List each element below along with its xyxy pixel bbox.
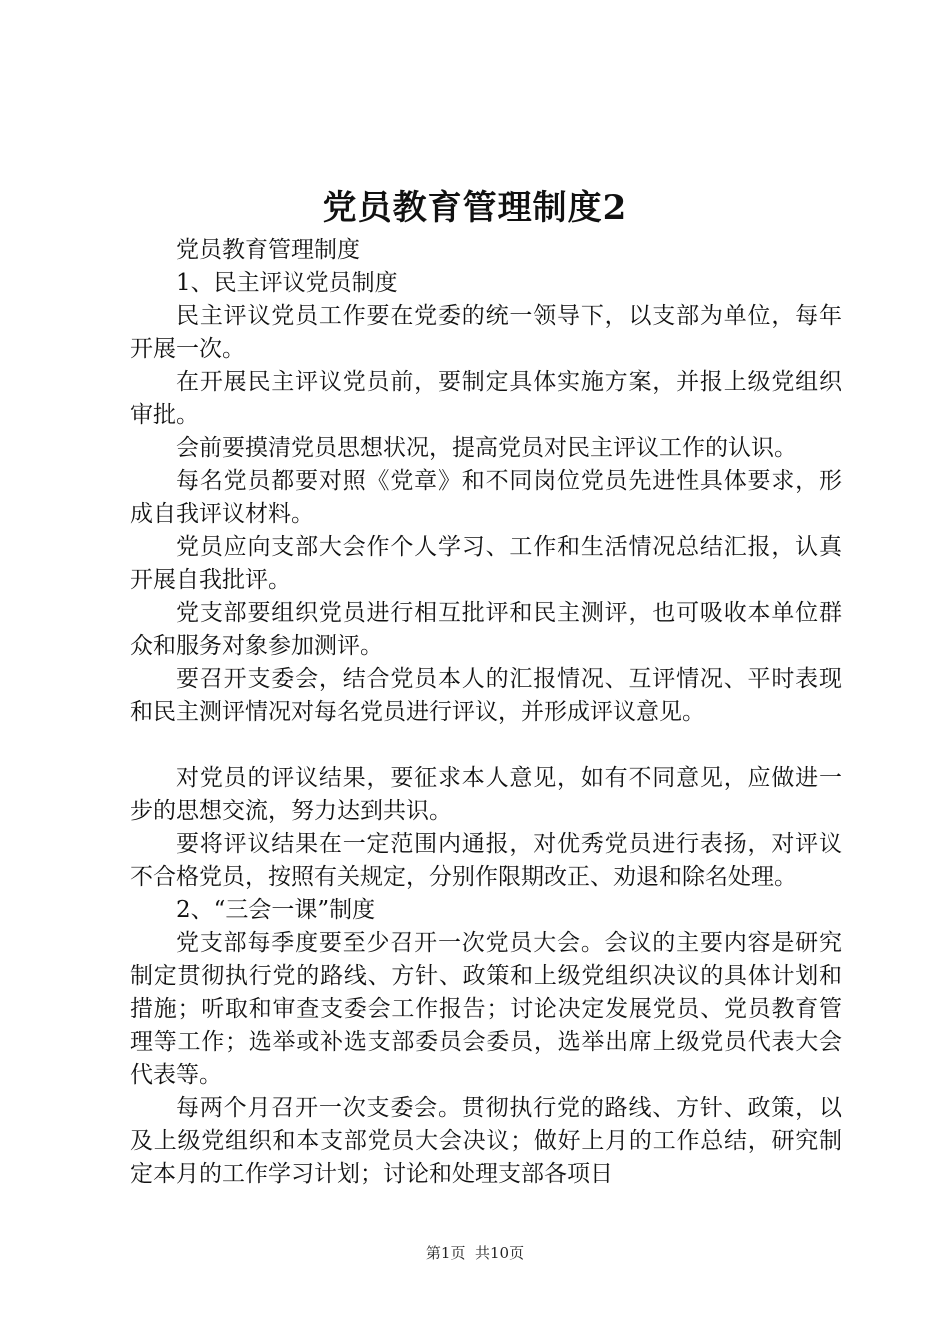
paragraph: 每名党员都要对照《党章》和不同岗位党员先进性具体要求，形成自我评议材料。 [130,468,842,527]
paragraph: 党支部要组织党员进行相互批评和民主测评，也可吸收本单位群众和服务对象参加测评。 [130,600,842,659]
paragraph: 要召开支委会，结合党员本人的汇报情况、互评情况、平时表现和民主测评情况对每名党员进行评议，并形成评议意见。 [130,666,842,725]
paragraph: 党员应向支部大会作个人学习、工作和生活情况总结汇报，认真开展自我批评。 [130,534,842,593]
document-body [130,234,842,1191]
paragraph: 会前要摸清党员思想状况，提高党员对民主评议工作的认识。 [176,435,797,461]
paragraph: 对党员的评议结果，要征求本人意见，如有不同意见，应做进一步的思想交流，努力达到共识。 [130,765,842,824]
paragraph: 每两个月召开一次支委会。贯彻执行党的路线、方针、政策，以及上级党组织和本支部党员大会决议；做好上月的工作总结，研究制定本月的工作学习计划；讨论和处理支部各项日 [130,1095,842,1187]
section-heading-2: 2、“三会一课”制度 [176,897,376,923]
page-number: 第1页 共10页 [425,1244,525,1262]
paragraph: 在开展民主评议党员前，要制定具体实施方案，并报上级党组织审批。 [130,369,842,428]
paragraph-heading: 党员教育管理制度 [176,237,360,263]
paragraph: 党支部每季度要至少召开一次党员大会。会议的主要内容是研究制定贯彻执行党的路线、方针、政策和上级党组织决议的具体计划和措施；听取和审查支委会工作报告；讨论决定发展党员、党员教育管理等工作；选举或补选支部委员会委员，选举出席上级党员代表大会代表等。 [130,930,842,1088]
paragraph: 要将评议结果在一定范围内通报，对优秀党员进行表扬，对评议不合格党员，按照有关规定，分别作限期改正、劝退和除名处理。 [130,831,842,890]
paragraph: 民主评议党员工作要在党委的统一领导下，以支部为单位，每年开展一次。 [130,303,842,362]
document-title: 党员教育管理制度2 [322,188,628,228]
section-heading-1: 1、民主评议党员制度 [176,270,398,296]
page-footer [0,1243,950,1263]
